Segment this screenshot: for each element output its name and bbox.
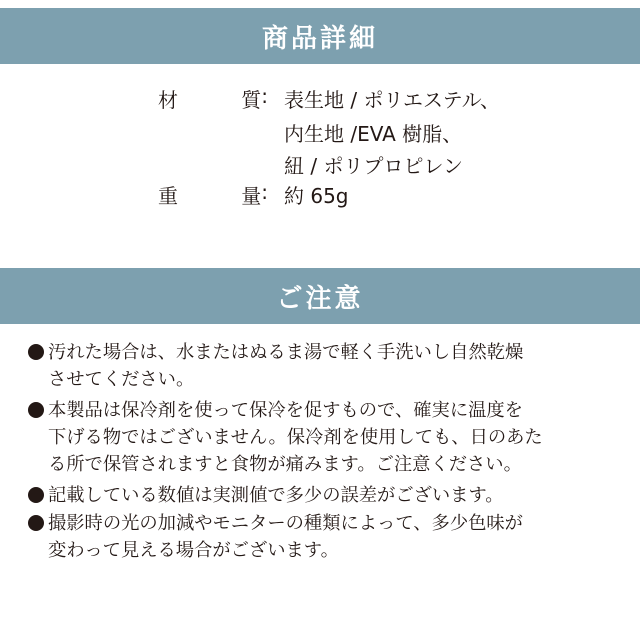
spec-row-material [0, 84, 640, 114]
notes-header [0, 268, 640, 324]
bullet-icon [28, 344, 44, 360]
weight-value: 約 65g [284, 184, 349, 208]
note-4-line-1: 撮影時の光の加減やモニターの種類によって、多少色味が [28, 511, 628, 537]
material-value-line-2: 内生地 /EVA 樹脂、 [284, 122, 463, 146]
bullet-icon [28, 487, 44, 503]
material-value-line-1: 表生地 / ポリエステル、 [284, 88, 501, 112]
material-value-line-3: 紐 / ポリプロピレン [284, 154, 463, 178]
note-2-line-2: 下げる物ではございません。保冷剤を使用しても、日のあた [48, 427, 543, 448]
note-3-line-1: 記載している数値は実測値で多少の誤差がございます。 [28, 483, 628, 509]
note-2-line-1: 本製品は保冷剤を使って保冷を促すもので、確実に温度を [28, 398, 628, 424]
note-1-line-1: 汚れた場合は、水またはぬるま湯で軽く手洗いし自然乾燥 [28, 340, 628, 366]
weight-colon: : [261, 180, 268, 204]
material-colon: : [261, 84, 268, 108]
bullet-icon [28, 402, 44, 418]
weight-label-first: 重 [158, 184, 178, 208]
details-header [0, 8, 640, 64]
notes-header-title: ご注意 [276, 283, 364, 314]
details-header-title: 商品詳細 [261, 23, 378, 54]
note-4-line-2: 変わって見える場合がございます。 [48, 540, 339, 561]
weight-label [158, 180, 268, 209]
note-2-line-3: る所で保管されますと食物が痛みます。ご注意ください。 [48, 454, 522, 475]
bullet-icon [28, 515, 44, 531]
material-label-first: 材 [158, 88, 178, 112]
material-label [158, 84, 268, 113]
weight-label-last: 量 [241, 184, 262, 208]
spec-row-weight [0, 180, 640, 210]
material-label-last: 質 [241, 88, 262, 112]
note-1-line-2: させてください。 [48, 369, 195, 390]
